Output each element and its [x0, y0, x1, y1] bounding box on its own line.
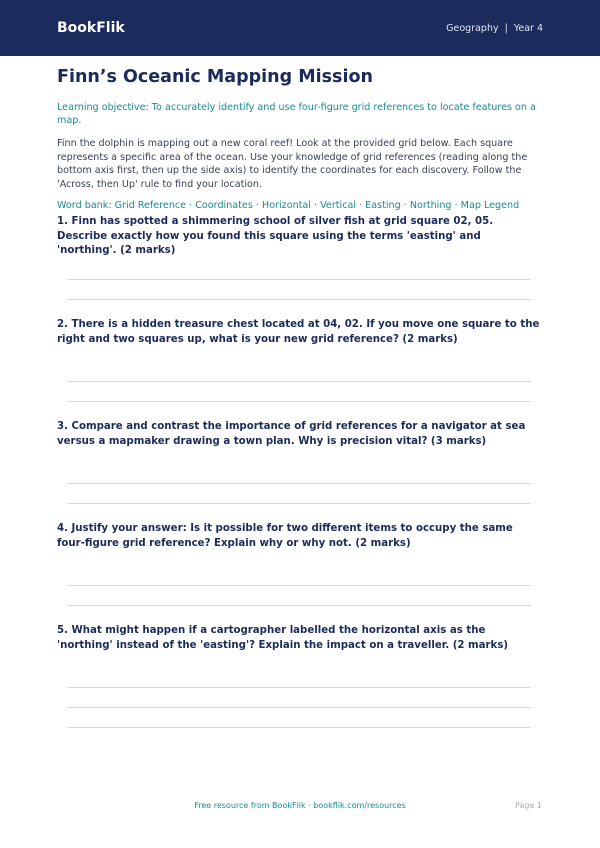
question-4 — [57, 522, 543, 551]
question-text: 4. Justify your answer: Is it possible for two different items to occupy the same four-figure grid reference? Explain why or why not. (2 marks) — [57, 523, 513, 549]
question-text: 3. Compare and contrast the importance of grid references for a navigator at sea versus a mapmaker drawing a town plan. Why is precision vital? (3 marks) — [57, 421, 526, 447]
intro-paragraph: Finn the dolphin is mapping out a new coral reef! Look at the provided grid below. Each square represents a specific area of the ocean. Use your knowledge of grid references (reading along the bottom axis first, then up the side axis) to identify the coordinates for each discovery. Follow the 'Across, then Up' rule to find your location. — [57, 138, 528, 190]
header-meta — [446, 23, 543, 34]
page-number: Page 1 — [515, 801, 542, 810]
answer-line[interactable] — [67, 401, 531, 402]
answer-line[interactable] — [67, 605, 531, 606]
word-bank: Word bank: Grid Reference · Coordinates · Horizontal · Vertical · Easting · Northing · Map Legend — [57, 200, 520, 211]
page-header — [0, 0, 600, 56]
worksheet-title: Finn’s Oceanic Mapping Mission — [57, 67, 373, 87]
brand-logo: BookFlik — [57, 20, 125, 36]
learning-objective: Learning objective: To accurately identify and use four-figure grid references to locate features on a map. — [57, 102, 536, 126]
question-2 — [57, 318, 543, 347]
answer-line[interactable] — [67, 585, 531, 586]
question-text: 5. What might happen if a cartographer labelled the horizontal axis as the 'northing' instead of the 'easting'? Explain the impact on a traveller. (2 marks) — [57, 625, 509, 651]
question-5 — [57, 624, 543, 653]
answer-line[interactable] — [67, 381, 531, 382]
header-separator: | — [504, 22, 508, 34]
year-label: Year 4 — [513, 22, 543, 34]
answer-line[interactable] — [67, 503, 531, 504]
question-text: 1. Finn has spotted a shimmering school of silver fish at grid square 02, 05. Describe exactly how you found this square using the terms 'easting' and 'northing'. (2 marks) — [57, 216, 494, 256]
answer-line[interactable] — [67, 727, 531, 728]
answer-line[interactable] — [67, 707, 531, 708]
question-text: 2. There is a hidden treasure chest located at 04, 02. If you move one square to the right and two squares up, what is your new grid reference? (2 marks) — [57, 319, 540, 345]
worksheet-intro — [57, 66, 543, 212]
question-1 — [57, 215, 543, 259]
answer-line[interactable] — [67, 483, 531, 484]
footer-credit: Free resource from BookFlik · bookflik.com/resources — [194, 801, 406, 810]
answer-line[interactable] — [67, 299, 531, 300]
answer-line[interactable] — [67, 687, 531, 688]
subject-label: Geography — [446, 22, 499, 34]
answer-line[interactable] — [67, 279, 531, 280]
question-3 — [57, 420, 543, 449]
